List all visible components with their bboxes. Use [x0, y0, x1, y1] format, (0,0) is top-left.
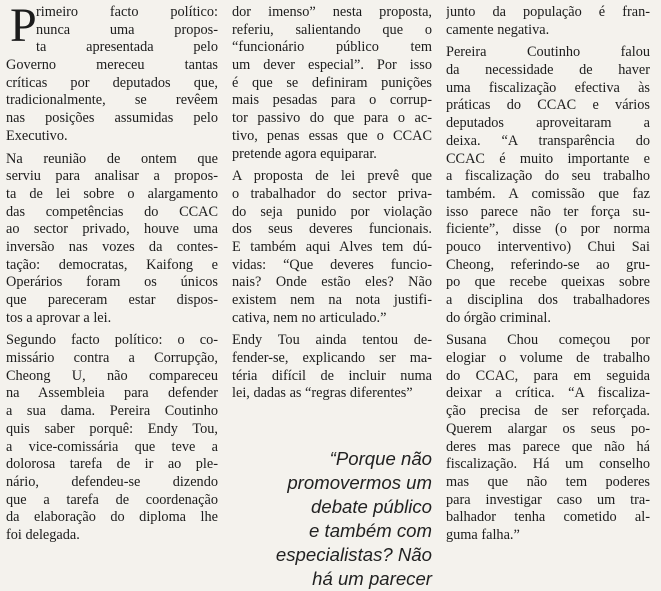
text-line: deixar a crítica. “A fiscaliza- [446, 385, 650, 402]
pull-quote-line: e também com [309, 520, 432, 541]
pull-quote-line: promovermos um [287, 472, 432, 493]
text-line: um dever especial”. Por isso [232, 57, 432, 74]
text-line: Querem alargar os seus po- [446, 420, 650, 437]
text-line: nário, defendeu-se dizendo [6, 473, 218, 490]
text-line: a disciplina dos trabalhadores [446, 292, 650, 308]
text-line: A proposta de lei prevê que [232, 168, 432, 185]
text-line: dor imenso” nesta proposta, [232, 4, 432, 20]
text-line: camente negativa. [446, 21, 550, 38]
text-line: na Assembleia para defender [6, 385, 218, 402]
text-line: ta de lei sobre o alargamento [6, 185, 218, 202]
text-line: é que se definiram punições [232, 74, 432, 91]
text-line: do CCAC, para em seguida [446, 367, 650, 384]
text-line: também. A comissão que faz [446, 185, 650, 202]
text-line: deres mas parece que não há [446, 438, 650, 455]
text-line: quis saber porquê: Endy Tou, [6, 420, 218, 437]
pull-quote-line: especialistas? Não [275, 544, 432, 565]
text-line: pretende agora equiparar. [232, 145, 377, 162]
text-line: deputados aproveitaram a [446, 115, 650, 132]
text-line: a fiscalização do seu trabalho [446, 168, 650, 185]
text-line: do seja punido por violação [232, 203, 432, 220]
text-line: Cheong, referindo-se ao gru- [446, 256, 650, 273]
text-line: guma falha.” [446, 526, 520, 543]
text-line: da necessidade de haver [446, 62, 650, 79]
text-line: tação: democratas, Kaifong e [6, 256, 218, 273]
text-line: junto da população é fran- [446, 4, 650, 20]
text-line: tivo, penas essas que o CCAC [232, 127, 432, 144]
text-line: Pereira Coutinho falou [446, 44, 650, 61]
text-line: rimeiro facto político: [36, 4, 218, 20]
text-line: CCAC é muito importante e [446, 150, 650, 167]
text-line: a vice-comissária que teve a [6, 438, 218, 455]
text-line: Governo mereceu tantas [6, 57, 218, 74]
text-line: Endy Tou ainda tentou de- [232, 332, 432, 349]
text-line: nas posições assumidas pelo [6, 110, 218, 127]
text-line: uma fiscalização efectiva às [446, 79, 650, 96]
text-line: ao sector privado, houve uma [6, 221, 218, 238]
text-line: cativa, nem no articulado.” [232, 309, 387, 326]
text-line: vidas: “Que deveres funcio- [232, 256, 432, 273]
text-line: práticas do CCAC e vários [446, 97, 650, 114]
text-line: isso parece não ter força su- [446, 203, 650, 220]
text-line: ficiente”, disse (o por norma [446, 221, 650, 238]
text-line: mas que não tem poderes [446, 473, 650, 490]
text-line: inversão nas vozes da contes- [6, 238, 218, 255]
text-line: elogiar o volume de trabalho [446, 350, 650, 367]
text-line: que a tarefa de coordenação [6, 491, 218, 508]
text-line: mais pesadas para o corrup- [232, 92, 432, 109]
text-line: existem nem na nota justifi- [232, 292, 432, 308]
article-column-3 [446, 4, 650, 545]
text-line: para investigar caso um tra- [446, 491, 650, 508]
text-line: dos seus deveres funcionais. [232, 221, 432, 238]
text-line: Operários foram os únicos [6, 274, 218, 291]
text-line: dolorosa tarefa de ir ao ple- [6, 456, 218, 473]
pull-quote-line: “Porque não [329, 448, 432, 469]
text-line: tos a aprovar a lei. [6, 309, 112, 326]
text-line: tradicionalmente, se revêem [6, 92, 218, 109]
text-line: foi delegada. [6, 526, 80, 543]
text-line: Executivo. [6, 127, 68, 144]
text-line: do órgão criminal. [446, 309, 551, 326]
text-line: E também aqui Alves tem dú- [232, 238, 432, 255]
text-line: ção precisa de ser reforçada. [446, 403, 650, 420]
pull-quote-line: há um parecer [312, 568, 432, 589]
text-line: ta apresentada pelo [36, 39, 218, 56]
text-line: pouco interventivo) Chui Sai [446, 238, 650, 255]
text-line: deixa. “A transparência do [446, 132, 650, 149]
text-line: nunca uma propos- [36, 21, 218, 38]
pull-quote-line: debate público [311, 496, 432, 517]
pull-quote [258, 447, 432, 591]
text-line: das competências do CCAC [6, 203, 218, 220]
text-line: balhador tenha cometido al- [446, 509, 650, 526]
drop-cap: P [10, 0, 37, 52]
text-line: Segundo facto político: o co- [6, 332, 218, 349]
text-line: missário contra a Corrupção, [6, 350, 218, 367]
text-line: serviu para analisar a propos- [6, 168, 218, 185]
text-line: o trabalhador do sector priva- [232, 185, 432, 202]
text-line: que pareceram estar dispos- [6, 292, 218, 308]
article-column-1 [6, 0, 218, 545]
text-line: críticas por deputados que, [6, 74, 218, 91]
text-line: lei, dadas as “regras diferentes” [232, 385, 413, 402]
text-line: Susana Chou começou por [446, 332, 650, 349]
text-line: fiscalização. Há um conselho [446, 456, 650, 473]
text-line: po que recebe queixas sobre [446, 274, 650, 291]
text-line: da elaboração do diploma lhe [6, 509, 218, 526]
article-column-2 [232, 4, 432, 403]
text-line: referiu, salientando que o [232, 21, 432, 38]
text-line: nais? Onde estão eles? Não [232, 274, 432, 291]
text-line: a sua dama. Pereira Coutinho [6, 403, 218, 420]
text-line: fender-se, explicando ser ma- [232, 350, 432, 367]
text-line: Cheong U, não compareceu [6, 367, 218, 384]
text-line: Na reunião de ontem que [6, 150, 218, 167]
text-line: tor passivo do que para o ac- [232, 110, 432, 127]
text-line: téria difícil de incluir numa [232, 367, 432, 384]
text-line: “funcionário público tem [232, 39, 432, 56]
